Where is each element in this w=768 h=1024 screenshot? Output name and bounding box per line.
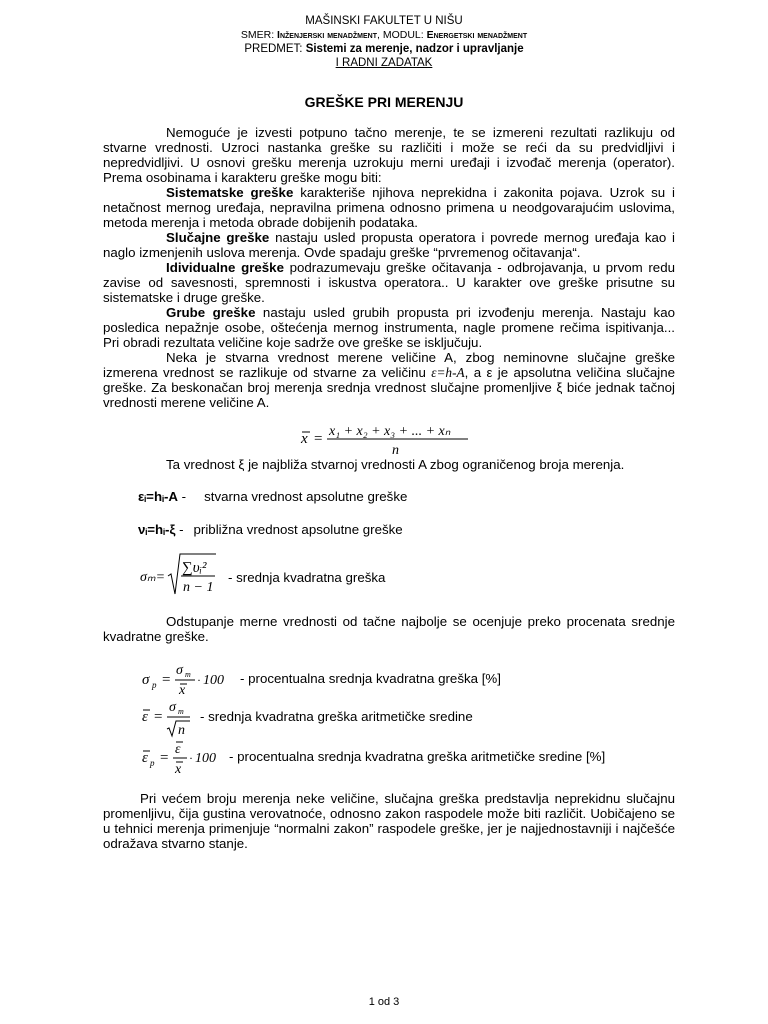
modul-value: Energetski menadžment	[426, 29, 528, 41]
paragraph-3-wrap	[103, 457, 675, 472]
def-symbol: νᵢ=hᵢ-ξ	[138, 522, 176, 537]
epsilon-equation: ε=h-A	[431, 365, 465, 380]
epsp-sub: p	[150, 758, 155, 768]
type-individualne	[103, 260, 675, 305]
type-term: Idividualne greške	[166, 260, 284, 275]
sigma-m-denominator: n − 1	[183, 580, 214, 595]
smer-label: SMER:	[240, 29, 278, 41]
mean-numerator: x₁ + x₂ + x₃ + ... + xₙ	[329, 424, 451, 439]
mean-equals: =	[314, 431, 323, 447]
mean-formula	[296, 420, 476, 458]
paragraph-4-wrap	[103, 614, 675, 644]
def-symbol: εᵢ=hᵢ-A	[138, 489, 178, 504]
type-text: podrazumevaju greške očitavanja - odbrojavanja, u prvom redu zavise od savesnosti, spremnosti i iskustva operatora.. U karakter ove greške prisutne su sistematske i druge greške.	[103, 260, 675, 305]
sigma-m-desc: - srednja kvadratna greška	[228, 570, 386, 585]
type-sistematske	[103, 185, 675, 230]
epsp-den: x	[175, 762, 182, 777]
sigma-p-desc: - procentualna srednja kvadratna greška [%]	[240, 671, 501, 686]
type-text: nastaju usled propusta operatora i povrede mernog uređaja kao i naglo izmenjenih uslova merenja. Ovde spadaju greške “prvremenog očitavanja“.	[103, 230, 675, 260]
type-text: nastaju usled grubih propusta pri izvođenju merenja. Nastaju kao posledica nepažnje osobe, oštećenja mernog instrumenta, nagle promene rečima ispitivanja... Pri obradi rezultata veličine koje sadrže ove greške se isključuju.	[103, 305, 676, 350]
eps-eq: =	[154, 709, 163, 725]
sigma-m-formula	[138, 550, 228, 600]
epsp-100: 100	[195, 751, 216, 766]
epsilon-p-formula	[140, 738, 240, 778]
intro-paragraph: Nemoguće je izvesti potpuno tačno merenje, te se izmereni rezultati razlikuju od stvarne vrednosti. Uzroci nastanka greške su različiti i može se reći da su predvidljivi i nepredvidljivi. U osnovi grešku merenja uzrokuju merni uređaji i izvođač merenja (operator). Prema osobinama i karakteru greške mogu biti:	[103, 125, 675, 185]
zadatak-line	[0, 56, 768, 70]
paragraph-2	[103, 350, 675, 410]
type-text: karakteriše njihova neprekidna i zakonita pojava. Uzrok su i netačnost mernog uređaja, nepravilna primena odnosno primena u neodgovarajućim uslovima, metoda merenja i metoda obrade dobijenih podataka.	[103, 185, 675, 230]
p2-text-a: Neka je stvarna vrednost merene veličine A, zbog neminovne slučajne greške izmerena vrednost se razlikuje od stvarne za veličinu	[103, 350, 675, 380]
eps-num-sub: m	[178, 707, 184, 716]
sigma-p-sub: p	[152, 680, 157, 690]
zadatak-label: I RADNI ZADATAK	[335, 57, 433, 69]
def-epsilon	[138, 489, 407, 504]
sigma-p-100: 100	[203, 673, 224, 688]
paragraph-5-wrap	[103, 791, 675, 851]
paragraph-3: Ta vrednost ξ je najbliža stvarnoj vrednosti A zbog ograničenog broja merenja.	[166, 457, 625, 472]
eps-den: n	[178, 723, 185, 738]
predmet-label: PREDMET:	[244, 43, 306, 55]
predmet-value: Sistemi za merenje, nadzor i upravljanje	[305, 43, 524, 55]
epsp-num: ε	[175, 742, 181, 757]
sigma-p-num: σ	[176, 663, 183, 678]
type-term: Grube greške	[166, 305, 256, 320]
page-number: 1 od 3	[368, 996, 400, 1008]
epsilon-p-desc: - procentualna srednja kvadratna greška aritmetičke sredine [%]	[229, 749, 606, 764]
type-slucajne	[103, 230, 675, 260]
sigma-m-numerator: ∑υᵢ²	[182, 560, 207, 576]
sigma-p-eq: =	[162, 672, 171, 688]
eps-num: σ	[169, 700, 176, 715]
smer-line	[0, 28, 768, 42]
epsp-dot: ·	[189, 751, 193, 765]
epsp-eq: =	[160, 750, 169, 766]
def-sep: -	[177, 489, 187, 504]
def-desc: stvarna vrednost apsolutne greške	[204, 489, 408, 504]
def-nu	[138, 522, 403, 537]
type-term: Slučajne greške	[166, 230, 270, 245]
epsp-lhs: ε	[142, 750, 148, 766]
smer-value: Inženjerski menadžment	[277, 29, 377, 41]
p2-text-b: , a ε je apsolutna veličina slučajne greške. Za beskonačan broj merenja srednja vrednost slučajne promenljive ξ biće jednak tačnoj vrednosti merene veličine A.	[103, 365, 675, 410]
sigma-p-lhs: σ	[142, 672, 150, 688]
mean-denominator: n	[392, 443, 399, 458]
sigma-p-dot: ·	[197, 673, 201, 687]
modul-label: , MODUL:	[377, 29, 427, 41]
predmet-line	[0, 42, 768, 56]
epsilon-bar-desc: - srednja kvadratna greška aritmetičke sredine	[200, 709, 473, 724]
def-desc: približna vrednost apsolutne greške	[193, 522, 403, 537]
page-title: GREŠKE PRI MERENJU	[304, 94, 464, 110]
paragraph-5: Pri većem broju merenja neke veličine, slučajna greška predstavlja neprekidnu slučajnu promenljivu, čija gustina verovatnoće, odnosno zakon raspodele može biti različit. Uobičajeno se u tehnici merenja primenjuje “normalni zakon” raspodele greške, jer je najjednostavniji i najčešće odražava stvarno stanje.	[103, 791, 675, 851]
mean-lhs: x	[301, 431, 308, 447]
eps-lhs: ε	[142, 709, 148, 725]
sigma-p-formula	[140, 660, 240, 698]
type-grube	[103, 305, 675, 350]
type-term: Sistematske greške	[166, 185, 294, 200]
faculty-name: MAŠINSKI FAKULTET U NIŠU	[305, 15, 463, 27]
def-sep: -	[175, 522, 184, 537]
sigma-m-lhs: σₘ=	[140, 570, 166, 585]
paragraph-4: Odstupanje merne vrednosti od tačne najbolje se ocenjuje preko procenata srednje kvadratne greške.	[103, 614, 675, 644]
sigma-p-den: x	[179, 683, 186, 698]
intro-section	[103, 125, 675, 410]
sigma-p-num-sub: m	[185, 670, 191, 679]
